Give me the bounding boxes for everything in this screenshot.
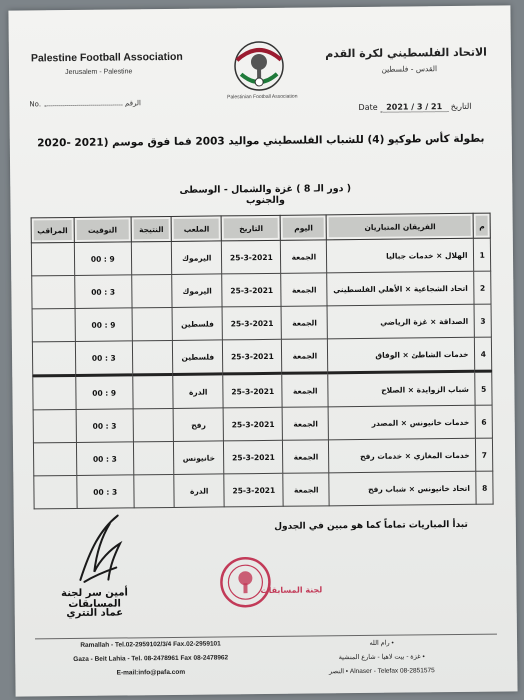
header-time: التوقيت xyxy=(74,217,132,243)
row-num: 7 xyxy=(476,438,493,471)
header-observer: المراقب xyxy=(31,217,74,242)
row-num: 2 xyxy=(474,271,491,304)
handwritten-signature xyxy=(70,509,141,590)
date-label-ar: التاريخ xyxy=(450,101,472,112)
row-num: 1 xyxy=(474,238,491,271)
row-date: 25-3-2021 xyxy=(222,306,281,340)
row-date: 25-3-2021 xyxy=(223,339,282,374)
row-result xyxy=(132,340,173,374)
row-day: الجمعة xyxy=(283,473,329,506)
row-venue: فلسطين xyxy=(172,307,222,341)
signatory-name: عماد التتري xyxy=(66,607,124,620)
row-observer xyxy=(33,442,76,475)
city-ar: القدس - فلسطين xyxy=(381,64,438,74)
row-result xyxy=(134,474,175,507)
row-venue: اليرموك xyxy=(172,274,222,308)
ref-label: الرقم xyxy=(124,99,142,108)
row-match: خدمات الشاطئ × الوفاق xyxy=(328,337,476,373)
table-row xyxy=(32,337,491,376)
row-day: الجمعة xyxy=(281,240,327,273)
date-label-en: Date xyxy=(358,102,378,112)
row-time: 3 : 00 xyxy=(76,409,134,443)
row-num: 6 xyxy=(476,405,493,438)
footer-contact-en: Gaza - Beit Lahia - Tel. 08-2478961 Fax 08-2478962 xyxy=(73,654,229,664)
row-venue: رفح xyxy=(173,408,223,442)
row-day: الجمعة xyxy=(282,373,328,407)
row-time: 3 : 00 xyxy=(75,341,133,376)
org-name-ar: الاتحاد الفلسطيني لكرة القدم xyxy=(325,45,487,61)
row-venue: اليرموك xyxy=(172,241,222,275)
row-result xyxy=(132,274,173,307)
row-match: اتحاد خانيونس × شباب رفح xyxy=(329,471,477,506)
no-label: No. xyxy=(29,100,42,109)
row-match: شباب الزوايدة × الصلاح xyxy=(328,371,476,407)
pfa-logo xyxy=(227,38,292,101)
row-result xyxy=(132,307,173,340)
header-num: م xyxy=(474,213,491,238)
row-day: الجمعة xyxy=(282,339,328,373)
row-date: 25-3-2021 xyxy=(224,473,283,507)
footer-contact-en: E-mail:info@pafa.com xyxy=(116,668,186,677)
row-observer xyxy=(31,242,74,275)
row-date: 25-3-2021 xyxy=(223,407,282,441)
footer-contact-ar: • غزة - بيت لاهيا - شارع المنشية xyxy=(338,653,425,662)
row-date: 25-3-2021 xyxy=(223,373,282,408)
table-row xyxy=(31,238,490,276)
document-title: بطولة كأس طوكيو (4) للشباب الفلسطيني مواليد 2003 فما فوق موسم (2021 -2020 xyxy=(37,132,485,150)
footer-contact-ar: Alnaser - Telefax 08-2851575 • النصر xyxy=(328,667,435,676)
schedule-note: تبدأ المباريات تماماً كما هو مبين في الجدول xyxy=(274,519,468,532)
row-day: الجمعة xyxy=(282,407,328,440)
match-schedule-table xyxy=(31,213,494,510)
header-teams: الفريقان المتباريان xyxy=(326,213,473,240)
table-row xyxy=(32,271,491,309)
table-row xyxy=(33,371,492,410)
row-day: الجمعة xyxy=(281,273,327,306)
row-time: 3 : 00 xyxy=(74,275,132,309)
document-subtitle: ( دور الـ 8 ) غزة والشمال - الوسطى والجنوب xyxy=(179,183,352,207)
row-num: 8 xyxy=(476,471,493,504)
row-result xyxy=(133,374,174,408)
row-observer xyxy=(32,341,75,375)
table-row xyxy=(33,405,492,443)
row-time: 3 : 00 xyxy=(76,475,134,509)
org-name-en: Palestine Football Association xyxy=(30,50,183,65)
row-day: الجمعة xyxy=(283,440,329,473)
table-row xyxy=(33,438,492,476)
row-time: 9 : 00 xyxy=(75,375,133,410)
logo-caption: Palestinian Football Association xyxy=(227,93,298,101)
row-match: اتحاد الشجاعية × الأهلي الفلسطيني xyxy=(327,271,475,306)
row-venue: خانيونس xyxy=(174,441,224,475)
committee-stamp xyxy=(212,550,283,617)
row-observer xyxy=(32,275,75,308)
letter-footer xyxy=(35,634,497,685)
row-observer xyxy=(34,475,77,508)
date-value: 2021 / 3 / 21 xyxy=(380,102,448,113)
row-result xyxy=(133,441,174,474)
table-row xyxy=(32,304,491,342)
letter-page xyxy=(8,5,517,696)
footer-contact-ar: • رام الله xyxy=(369,639,394,647)
row-match: الهلال × خدمات جباليا xyxy=(327,238,475,273)
row-num: 3 xyxy=(475,304,492,337)
date-line xyxy=(358,102,471,113)
row-result xyxy=(133,408,174,441)
row-observer xyxy=(33,409,76,442)
table-row xyxy=(34,471,493,509)
row-venue: الدرة xyxy=(173,374,223,409)
row-num: 5 xyxy=(475,371,492,405)
row-venue: الدرة xyxy=(174,474,224,508)
row-observer xyxy=(33,375,76,409)
row-match: خدمات خانيونس × المصدر xyxy=(328,405,476,440)
row-venue: فلسطين xyxy=(173,340,223,375)
signatory-title: أمين سر لجنة المسابقات xyxy=(61,587,128,611)
row-result xyxy=(131,241,172,274)
row-time: 3 : 00 xyxy=(76,442,134,476)
city-en: Jerusalem - Palestine xyxy=(65,68,133,77)
header-date: التاريخ xyxy=(221,215,280,241)
row-match: خدمات المغازي × خدمات رفح xyxy=(329,438,477,473)
header-day: اليوم xyxy=(280,215,326,240)
header-result: النتيجة xyxy=(131,216,171,241)
row-match: الصداقة × غزة الرياضي xyxy=(327,304,475,339)
row-date: 25-3-2021 xyxy=(224,440,283,474)
row-time: 9 : 00 xyxy=(74,242,132,276)
stamp-label: لجنة المسابقات xyxy=(260,585,323,596)
reference-number-line xyxy=(29,99,141,108)
row-day: الجمعة xyxy=(281,306,327,339)
row-num: 4 xyxy=(475,337,492,371)
row-observer xyxy=(32,308,75,341)
row-time: 9 : 00 xyxy=(75,308,133,342)
footer-contact-en: Ramallah - Tel.02-2959102/3/4 Fax.02-2959101 xyxy=(80,640,221,649)
row-date: 25-3-2021 xyxy=(222,273,281,307)
header-venue: الملعب xyxy=(171,216,221,242)
row-date: 25-3-2021 xyxy=(222,240,281,274)
